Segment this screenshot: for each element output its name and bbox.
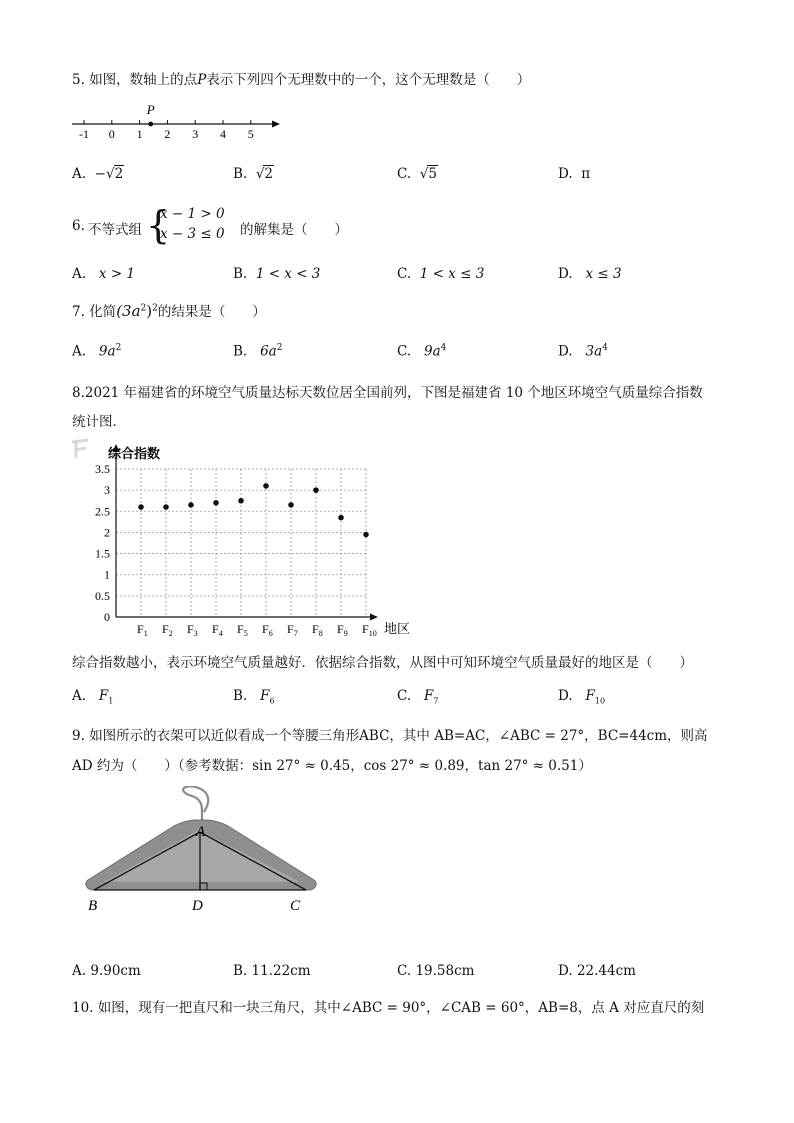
q8-option-b[interactable]: B. $F_6$ — [233, 688, 275, 706]
q9-option-a[interactable]: A. 9.90cm — [72, 963, 141, 979]
x-tick-label: $F_9$ — [337, 622, 348, 638]
y-tick-label: 0.5 — [95, 588, 110, 603]
y-tick-label: 2 — [104, 525, 110, 540]
q7-stem: 7. 化简$(3a^2)^2$的结果是（ ） — [72, 302, 266, 320]
number-line-tick-label: 0 — [108, 127, 115, 140]
data-point-f10 — [363, 532, 369, 538]
data-point-f1 — [138, 504, 144, 510]
q8-option-c[interactable]: C. $F_7$ — [397, 688, 439, 706]
q8-stem-line1: 8.2021 年福建省的环境空气质量达标天数位居全国前列，下图是福建省 10 个地区环境空气质量综合指数 — [72, 385, 703, 401]
q5-stem: 5. 如图，数轴上的点P表示下列四个无理数中的一个，这个无理数是（ ） — [72, 72, 531, 88]
x-tick-label: $F_{10}$ — [362, 622, 377, 638]
number-line-tick-label: 2 — [164, 127, 171, 140]
point-p-label: P — [146, 102, 155, 117]
x-tick-label: $F_5$ — [237, 622, 248, 638]
x-tick-label: $F_2$ — [162, 622, 173, 638]
q5-option-c[interactable]: C. √5 — [397, 166, 437, 182]
q8-option-a[interactable]: A. $F_1$ — [72, 688, 114, 706]
y-tick-label: 1.5 — [95, 546, 110, 561]
q7-option-a[interactable]: A. $9a^2$ — [72, 343, 122, 360]
q9-option-c[interactable]: C. 19.58cm — [397, 963, 475, 979]
x-tick-label: $F_6$ — [262, 622, 273, 638]
number-line-tick-label: -1 — [79, 127, 89, 140]
data-point-f4 — [213, 500, 219, 506]
q6-option-b[interactable]: B. 1 < x < 3 — [233, 266, 321, 282]
x-tick-label: $F_7$ — [287, 622, 298, 638]
number-line — [70, 100, 285, 140]
q5-option-a[interactable]: A. −√2 — [72, 166, 124, 182]
x-tick-label: $F_3$ — [187, 622, 198, 638]
label-a: A — [196, 824, 206, 840]
y-tick-label: 0 — [104, 610, 110, 624]
label-b: B — [88, 898, 98, 914]
q7-option-c[interactable]: C. $9a^4$ — [397, 343, 447, 360]
watermark-mark — [72, 440, 88, 458]
number-line-tick-label: 4 — [220, 127, 226, 140]
q7-option-d[interactable]: D. $3a^4$ — [558, 343, 608, 360]
x-tick-label: $F_4$ — [212, 622, 223, 638]
number-line-tick-label: 1 — [136, 127, 143, 140]
number-line-tick-label: 3 — [192, 127, 199, 140]
label-c: C — [290, 898, 301, 914]
q8-stem-after: 综合指数越小，表示环境空气质量越好．依据综合指数，从图中可知环境空气质量最好的地区是（ ） — [72, 655, 693, 671]
data-point-f8 — [313, 487, 319, 493]
q10-stem: 10. 如图，现有一把直尺和一块三角尺，其中∠ABC = 90°，∠CAB = 60°，AB=8，点 A 对应直尺的刻 — [72, 1000, 705, 1016]
q6-option-d[interactable]: D. x ≤ 3 — [558, 266, 622, 282]
inequality-system: x − 1 > 0 x − 3 ≤ 0 — [160, 206, 225, 242]
data-point-f6 — [263, 483, 269, 489]
system-brace: { — [146, 203, 171, 247]
data-point-f5 — [238, 498, 244, 504]
label-d: D — [192, 898, 203, 914]
y-tick-label: 3.5 — [95, 462, 110, 476]
data-point-f3 — [188, 502, 194, 508]
q9-stem-line2: AD 约为（ ）（参考数据：sin 27° ≈ 0.45，cos 27° ≈ 0.89，tan 27° ≈ 0.51） — [72, 758, 592, 774]
y-axis-title: 综合指数 — [108, 446, 161, 461]
y-tick-label: 1 — [104, 567, 110, 582]
q6-option-c[interactable]: C. 1 < x ≤ 3 — [397, 266, 485, 282]
x-tick-label: $F_1$ — [137, 622, 148, 638]
q7-option-b[interactable]: B. $6a^2$ — [233, 343, 283, 360]
q5-option-b[interactable]: B. √2 — [233, 166, 274, 182]
x-tick-label: $F_8$ — [312, 622, 323, 638]
q8-option-d[interactable]: D. $F_{10}$ — [558, 688, 606, 706]
q6-option-a[interactable]: A. x > 1 — [72, 266, 136, 282]
q5-option-d[interactable]: D. π — [558, 166, 591, 182]
y-tick-label: 3 — [104, 483, 110, 498]
x-axis-title: 地区 — [384, 621, 411, 636]
data-point-f7 — [288, 502, 294, 508]
q8-stem-line2: 统计图． — [72, 414, 126, 430]
number-line-tick-label: 5 — [247, 127, 254, 140]
hanger-figure — [78, 786, 328, 916]
data-point-f9 — [338, 515, 344, 521]
q9-stem-line1: 9. 如图所示的衣架可以近似看成一个等腰三角形ABC，其中 AB=AC，∠ABC = 27°，BC=44cm，则高 — [72, 728, 708, 744]
data-point-f2 — [163, 504, 169, 510]
air-quality-chart — [70, 436, 420, 642]
q9-option-b[interactable]: B. 11.22cm — [233, 963, 311, 979]
q9-option-d[interactable]: D. 22.44cm — [558, 963, 636, 979]
y-tick-label: 2.5 — [95, 504, 110, 519]
point-p-dot — [148, 122, 153, 127]
